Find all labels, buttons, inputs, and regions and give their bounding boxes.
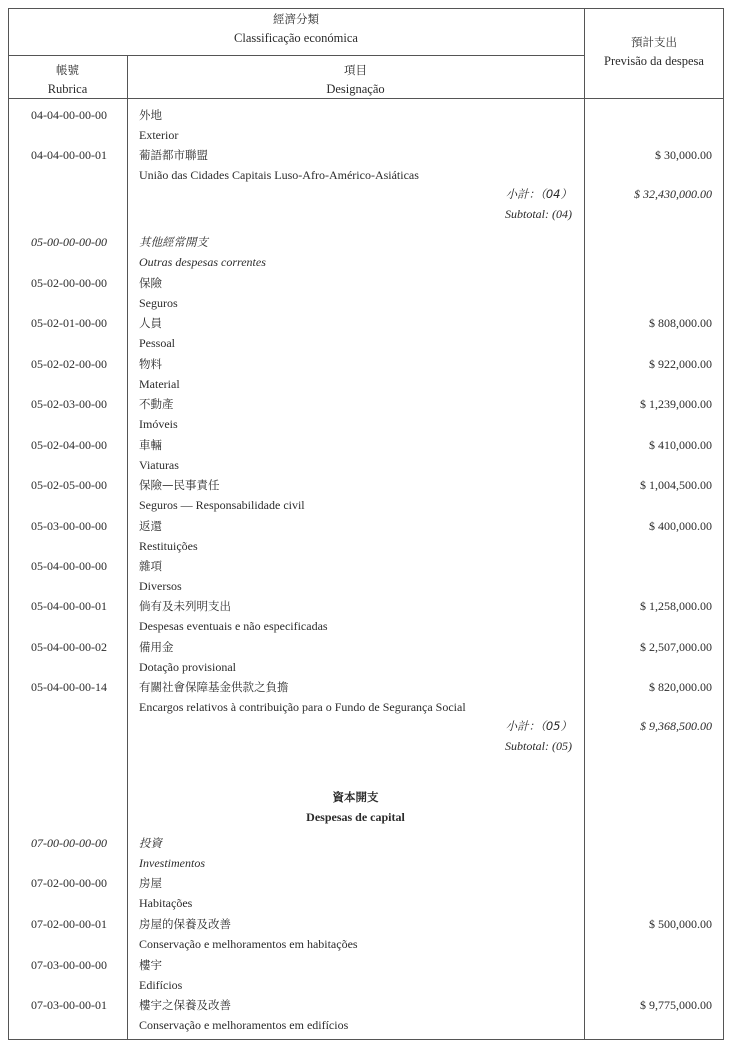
table-row bbox=[0, 833, 738, 874]
subtotal-label-pt: Subtotal: (04) bbox=[505, 207, 572, 221]
header-rubric-zh: 帳號 bbox=[56, 63, 79, 77]
header-designation bbox=[127, 61, 584, 99]
row-designation-pt: Seguros — Responsabilidade civil bbox=[139, 498, 305, 512]
table-row bbox=[0, 677, 738, 718]
table-row bbox=[0, 232, 738, 273]
table-row bbox=[0, 556, 738, 597]
row-code: 05-04-00-00-01 bbox=[31, 599, 107, 613]
row-designation-zh: 葡語都市聯盟 bbox=[139, 148, 208, 162]
table-row bbox=[0, 637, 738, 678]
row-amount: $ 1,004,500.00 bbox=[640, 478, 712, 492]
row-designation-pt: União das Cidades Capitais Luso-Afro-Américo-Asiáticas bbox=[139, 168, 419, 182]
header-forecast bbox=[584, 33, 724, 71]
row-code: 07-03-00-00-00 bbox=[31, 958, 107, 972]
row-designation-pt: Despesas eventuais e não especificadas bbox=[139, 619, 328, 633]
row-amount: $ 820,000.00 bbox=[649, 680, 712, 694]
subtotal-label-zh: 小計：（05） bbox=[505, 719, 572, 733]
row-designation-pt: Pessoal bbox=[139, 336, 175, 350]
header-classification-zh: 經濟分類 bbox=[273, 12, 319, 26]
row-designation-zh: 房屋的保養及改善 bbox=[139, 917, 231, 931]
subtotal-row-05 bbox=[0, 716, 738, 757]
subtotal-label-zh: 小計：（04） bbox=[505, 187, 572, 201]
row-designation-pt: Edifícios bbox=[139, 978, 183, 992]
row-designation-pt: Imóveis bbox=[139, 417, 178, 431]
row-designation-zh: 外地 bbox=[139, 108, 162, 122]
row-designation-pt: Diversos bbox=[139, 579, 182, 593]
subtotal-amount: $ 9,368,500.00 bbox=[640, 719, 712, 733]
row-amount: $ 922,000.00 bbox=[649, 357, 712, 371]
row-designation-pt: Seguros bbox=[139, 296, 178, 310]
row-designation-zh: 車輛 bbox=[139, 438, 162, 452]
capital-section-heading-zh: 資本開支 bbox=[332, 790, 379, 804]
row-amount: $ 1,258,000.00 bbox=[640, 599, 712, 613]
row-designation-pt: Outras despesas correntes bbox=[139, 255, 266, 269]
row-code: 07-02-00-00-01 bbox=[31, 917, 107, 931]
row-designation-zh: 物料 bbox=[139, 357, 162, 371]
table-row bbox=[0, 145, 738, 186]
table-row bbox=[0, 873, 738, 914]
row-code: 07-03-00-00-01 bbox=[31, 998, 107, 1012]
row-designation-zh: 樓宇 bbox=[139, 958, 162, 972]
table-row bbox=[0, 354, 738, 395]
row-code: 04-04-00-00-00 bbox=[31, 108, 107, 122]
table-row bbox=[0, 955, 738, 996]
row-designation-zh: 雜項 bbox=[139, 559, 162, 573]
subtotal-row-04 bbox=[0, 184, 738, 225]
row-designation-zh: 備用金 bbox=[139, 640, 174, 654]
row-designation-zh: 人員 bbox=[139, 316, 162, 330]
row-designation-pt: Dotação provisional bbox=[139, 660, 236, 674]
row-amount: $ 410,000.00 bbox=[649, 438, 712, 452]
row-code: 05-02-00-00-00 bbox=[31, 276, 107, 290]
table-row bbox=[0, 596, 738, 637]
row-designation-zh: 房屋 bbox=[139, 876, 162, 890]
row-designation-zh: 有關社會保障基金供款之負擔 bbox=[139, 680, 289, 694]
header-classification bbox=[8, 10, 584, 48]
header-designation-pt: Designação bbox=[326, 82, 385, 96]
subtotal-amount: $ 32,430,000.00 bbox=[634, 187, 712, 201]
row-code: 04-04-00-00-01 bbox=[31, 148, 107, 162]
row-designation-pt: Habitações bbox=[139, 896, 193, 910]
table-row bbox=[0, 995, 738, 1036]
row-amount: $ 2,507,000.00 bbox=[640, 640, 712, 654]
row-code: 05-03-00-00-00 bbox=[31, 519, 107, 533]
row-designation-pt: Viaturas bbox=[139, 458, 179, 472]
header-classification-pt: Classificação económica bbox=[234, 31, 358, 45]
table-row bbox=[0, 394, 738, 435]
row-designation-zh: 保險—民事責任 bbox=[139, 478, 220, 492]
row-designation-zh: 保險 bbox=[139, 276, 162, 290]
row-code: 05-04-00-00-02 bbox=[31, 640, 107, 654]
subtotal-label-pt: Subtotal: (05) bbox=[505, 739, 572, 753]
row-designation-pt: Conservação e melhoramentos em edifícios bbox=[139, 1018, 349, 1032]
row-designation-pt: Investimentos bbox=[139, 856, 205, 870]
row-designation-pt: Conservação e melhoramentos em habitações bbox=[139, 937, 358, 951]
table-row bbox=[0, 435, 738, 476]
row-amount: $ 808,000.00 bbox=[649, 316, 712, 330]
row-designation-zh: 返還 bbox=[139, 519, 162, 533]
header-forecast-zh: 預計支出 bbox=[631, 35, 677, 49]
row-designation-zh: 倘有及未列明支出 bbox=[139, 599, 231, 613]
row-designation-zh: 樓宇之保養及改善 bbox=[139, 998, 231, 1012]
row-code: 05-02-04-00-00 bbox=[31, 438, 107, 452]
row-amount: $ 400,000.00 bbox=[649, 519, 712, 533]
header-designation-zh: 項目 bbox=[344, 63, 367, 77]
row-code: 05-00-00-00-00 bbox=[31, 235, 107, 249]
row-designation-pt: Material bbox=[139, 377, 180, 391]
table-row bbox=[0, 105, 738, 146]
header-rubric-pt: Rubrica bbox=[47, 82, 88, 96]
row-designation-zh: 不動產 bbox=[139, 397, 174, 411]
row-code: 05-04-00-00-14 bbox=[31, 680, 107, 694]
row-code: 07-02-00-00-00 bbox=[31, 876, 107, 890]
table-row bbox=[0, 313, 738, 354]
table-row bbox=[0, 273, 738, 314]
row-amount: $ 30,000.00 bbox=[655, 148, 712, 162]
row-designation-pt: Restituições bbox=[139, 539, 198, 553]
table-row bbox=[0, 914, 738, 955]
row-amount: $ 500,000.00 bbox=[649, 917, 712, 931]
header-forecast-pt: Previsão da despesa bbox=[604, 54, 704, 68]
row-designation-zh: 投資 bbox=[139, 836, 162, 850]
row-amount: $ 1,239,000.00 bbox=[640, 397, 712, 411]
row-designation-pt: Exterior bbox=[139, 128, 179, 142]
row-code: 05-02-05-00-00 bbox=[31, 478, 107, 492]
row-code: 05-02-03-00-00 bbox=[31, 397, 107, 411]
row-code: 05-02-01-00-00 bbox=[31, 316, 107, 330]
row-designation-pt: Encargos relativos à contribuição para o Fundo de Segurança Social bbox=[139, 700, 466, 714]
row-designation-zh: 其他經常開支 bbox=[139, 235, 208, 249]
table-row bbox=[0, 475, 738, 516]
row-code: 07-00-00-00-00 bbox=[31, 836, 107, 850]
header-divider bbox=[8, 55, 584, 56]
row-code: 05-04-00-00-00 bbox=[31, 559, 107, 573]
row-amount: $ 9,775,000.00 bbox=[640, 998, 712, 1012]
capital-section-heading-pt: Despesas de capital bbox=[306, 810, 405, 824]
header-rubric bbox=[8, 61, 127, 99]
row-code: 05-02-02-00-00 bbox=[31, 357, 107, 371]
table-row bbox=[0, 516, 738, 557]
capital-section-heading bbox=[127, 787, 584, 827]
